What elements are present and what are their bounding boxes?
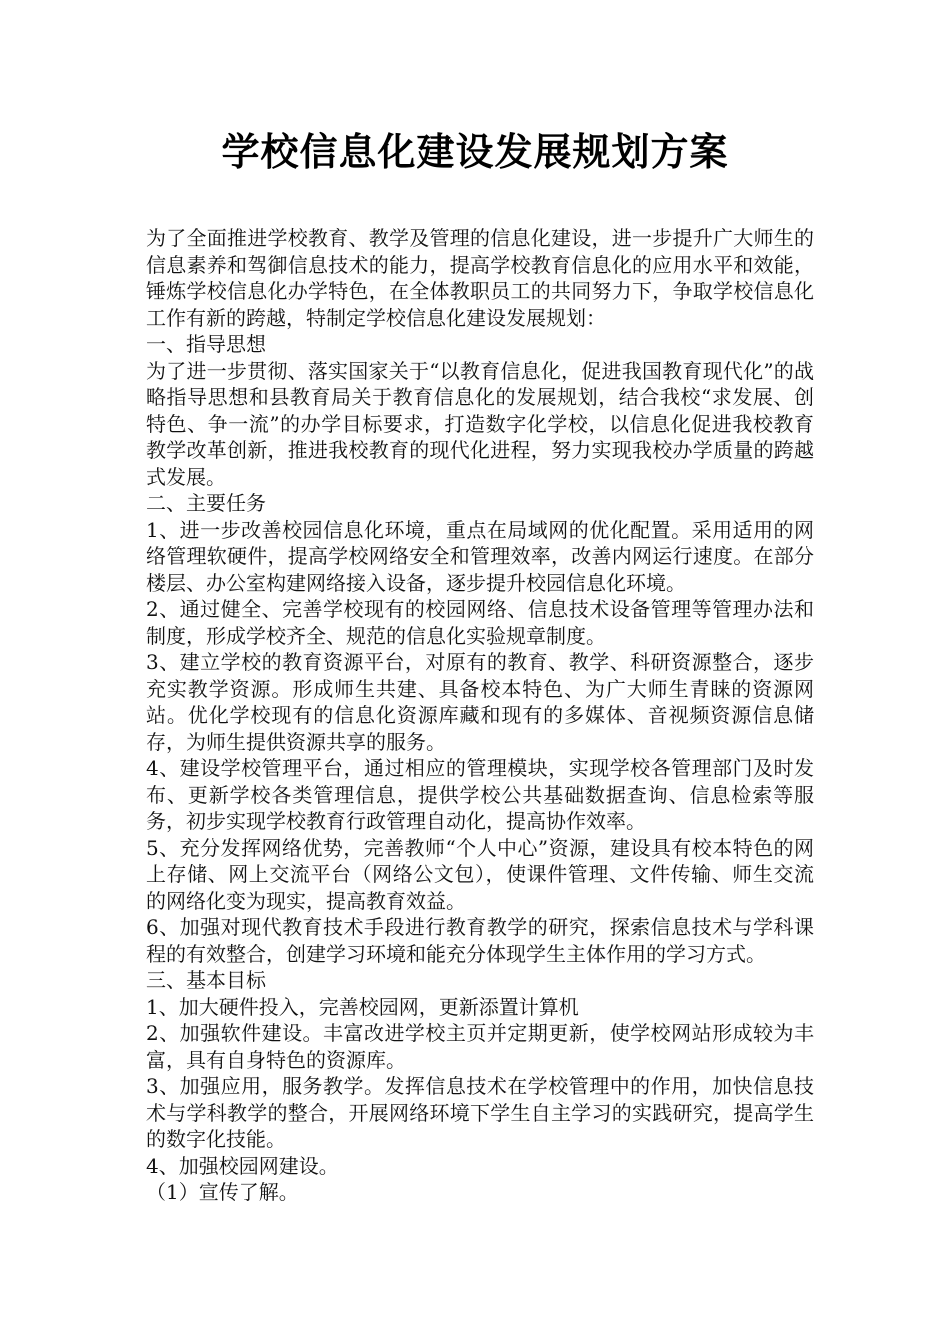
goal-subitem-1: （1）宣传了解。 [146, 1180, 299, 1204]
guiding-thought-paragraph: 为了进一步贯彻、落实国家关于“以教育信息化，促进我国教育现代化”的战略指导思想和县教育局关于教育信息化的发展规划，结合我校“求发展、创特色、争一流”的办学目标要求，打造数字化学校，以信息化促进我校教育教学改革创新，推进我校教育的现代化进程，努力实现我校办学质量的跨越式发展。 [146, 358, 814, 489]
section-heading-main-tasks: 二、主要任务 [146, 491, 266, 515]
task-item-1: 1、进一步改善校园信息化环境，重点在局域网的优化配置。采用适用的网络管理软硬件，提高学校网络安全和管理效率，改善内网运行速度。在部分楼层、办公室构建网络接入设备，逐步提升校园信息化环境。 [146, 517, 814, 595]
task-item-5: 5、充分发挥网络优势，完善教师“个人中心”资源，建设具有校本特色的网上存储、网上交流平台（网络公文包），使课件管理、文件传输、师生交流的网络化变为现实，提高教育效益。 [146, 835, 814, 913]
task-item-4: 4、建设学校管理平台，通过相应的管理模块，实现学校各管理部门及时发布、更新学校各类管理信息，提供学校公共基础数据查询、信息检索等服务，初步实现学校教育行政管理自动化，提高协作效率。 [146, 756, 814, 833]
goal-item-1: 1、加大硬件投入，完善校园网，更新添置计算机 [146, 994, 579, 1019]
goal-item-3: 3、加强应用，服务教学。发挥信息技术在学校管理中的作用，加快信息技术与学科教学的整合，开展网络环境下学生自主学习的实践研究，提高学生的数字化技能。 [146, 1074, 814, 1151]
section-heading-basic-goals: 三、基本目标 [146, 968, 266, 992]
document-title: 学校信息化建设发展规划方案 [221, 130, 729, 174]
task-item-2: 2、通过健全、完善学校现有的校园网络、信息技术设备管理等管理办法和制度，形成学校齐全、规范的信息化实验规章制度。 [146, 597, 814, 648]
task-item-3: 3、建立学校的教育资源平台，对原有的教育、教学、科研资源整合，逐步充实教学资源。形成师生共建、具备校本特色、为广大师生青睐的资源网站。优化学校现有的信息化资源库藏和现有的多媒体、音视频资源信息储存，为师生提供资源共享的服务。 [146, 650, 814, 754]
goal-item-2: 2、加强软件建设。丰富改进学校主页并定期更新，使学校网站形成较为丰富，具有自身特色的资源库。 [146, 1021, 814, 1072]
intro-paragraph: 为了全面推进学校教育、教学及管理的信息化建设，进一步提升广大师生的信息素养和驾御信息技术的能力，提高学校教育信息化的应用水平和效能，锤炼学校信息化办学特色，在全体教职员工的共同努力下，争取学校信息化工作有新的跨越，特制定学校信息化建设发展规划： [146, 226, 814, 330]
goal-item-4: 4、加强校园网建设。 [146, 1153, 339, 1178]
task-item-6: 6、加强对现代教育技术手段进行教育教学的研究，探索信息技术与学科课程的有效整合，创建学习环境和能充分体现学生主体作用的学习方式。 [146, 915, 814, 966]
document-body [146, 225, 814, 1206]
section-heading-guiding-thought: 一、指导思想 [146, 332, 266, 356]
